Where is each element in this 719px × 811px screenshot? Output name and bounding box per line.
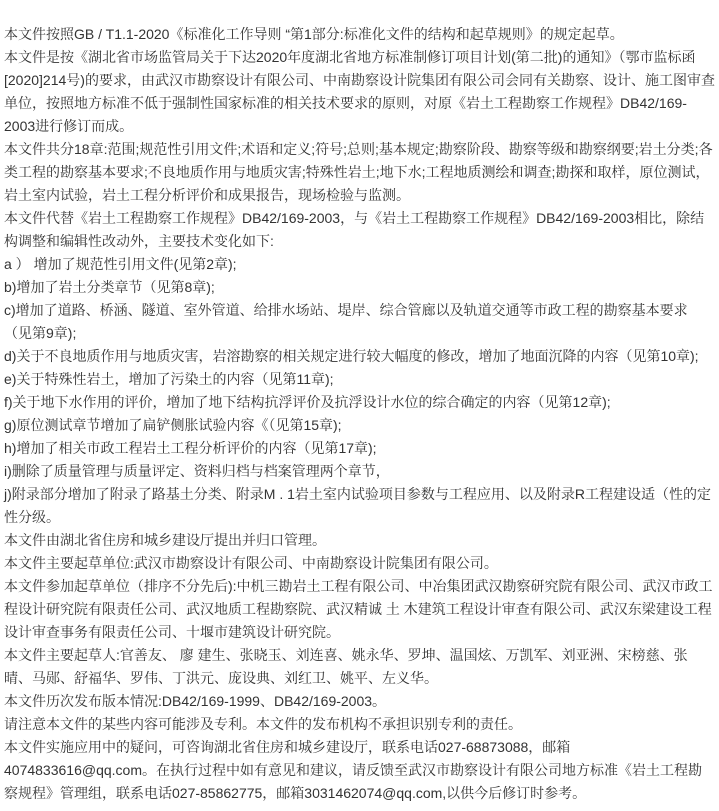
para-standard-drafting-basis: 本文件按照GB / T1.1-2020《标准化工作导则 “第1部分:标准化文件的结构和起草规则》的规定起草。	[4, 26, 624, 42]
para-version-history: 本文件历次发布版本情况:DB42/169-1999、DB42/169-2003。	[4, 693, 387, 709]
para-revision-basis: 本文件是按《湖北省市场监管局关于下达2020年度湖北省地方标准制修订项目计划(第二批)的通知》（鄂市监标函[2020]214号)的要求，由武汉市勘察设计有限公司、中南勘察设计院集团有限公司会同有关勘察、设计、施工图审查单位，按照地方标准不低于强制性国家标准的相关技术要求的原则，对原《岩土工程勘察工作规程》DB42/169-2003进行修订而成。	[4, 49, 715, 134]
change-item-i: i)删除了质量管理与质量评定、资料归档与档案管理两个章节，	[4, 463, 390, 479]
para-contact-info: 本文件实施应用中的疑问，可咨询湖北省住房和城乡建设厅，联系电话027-68873088，邮箱4074833616@qq.com。在执行过程中如有意见和建议，请反馈至武汉市勘察设计有限公司地方标准《岩土工程勘察规程》管理组，联系电话027-85862775，邮箱3031462074@qq.com,以供今后修订时参考。	[4, 739, 702, 801]
para-participating-units: 本文件参加起草单位（排序不分先后):中机三勘岩土工程有限公司、中冶集团武汉勘察研究院有限公司、武汉市政工程设计研究院有限责任公司、武汉地质工程勘察院、武汉精诚 土 木建筑工程设计审查有限公司、武汉东梁建设工程设计审查事务有限责任公司、十堰市建筑设计研究院。	[4, 578, 713, 640]
para-patent-notice: 请注意本文件的某些内容可能涉及专利。本文件的发布机构不承担识别专利的责任。	[4, 716, 522, 732]
change-item-d: d)关于不良地质作用与地质灾害，岩溶勘察的相关规定进行较大幅度的修改，增加了地面沉降的内容（见第10章);	[4, 348, 699, 364]
change-item-a: a ） 增加了规范性引用文件(见第2章);	[4, 256, 237, 272]
change-item-e: e)关于特殊性岩土，增加了污染土的内容（见第11章);	[4, 371, 334, 387]
para-main-drafting-units: 本文件主要起草单位:武汉市勘察设计有限公司、中南勘察设计院集团有限公司。	[4, 555, 498, 571]
change-item-h: h)增加了相关市政工程岩土工程分析评价的内容（见第17章);	[4, 440, 377, 456]
change-item-b: b)增加了岩土分类章节（见第8章);	[4, 279, 215, 295]
para-proposal-and-management: 本文件由湖北省住房和城乡建设厅提出并归口管理。	[4, 532, 326, 548]
change-item-c: c)增加了道路、桥涵、隧道、室外管道、给排水场站、堤岸、综合管廊以及轨道交通等市政工程的勘察基本要求（见第9章);	[4, 302, 688, 341]
change-item-g: g)原位测试章节增加了扁铲侧胀试验内容《（见第15章);	[4, 417, 342, 433]
change-item-f: f)关于地下水作用的评价，增加了地下结构抗浮评价及抗浮设计水位的综合确定的内容（见第12章);	[4, 394, 611, 410]
para-main-drafters: 本文件主要起草人:官善友、 廖 建生、张晓玉、刘连喜、姚永华、罗坤、温国炫、万凯军、刘亚洲、宋榜慈、张晴、马郧、舒福华、罗伟、丁洪元、庞设典、刘红卫、姚平、左义华。	[4, 647, 688, 686]
para-chapter-structure: 本文件共分18章:范围;规范性引用文件;术语和定义;符号;总则;基本规定;勘察阶段、勘察等级和勘察纲要;岩土分类;各类工程的勘察基本要求;不良地质作用与地质灾害;特殊性岩土;地下水;工程地质测绘和调查;勘探和取样，原位测试，岩土室内试验，岩土工程分析评价和成果报告，现场检验与监测。	[4, 141, 713, 203]
para-replaces-previous-edition: 本文件代替《岩土工程勘察工作规程》DB42/169-2003，与《岩土工程勘察工作规程》DB42/169-2003相比，除结构调整和编辑性改动外，主要技术变化如下:	[4, 210, 705, 249]
change-item-j: j)附录部分增加了附录了路基土分类、附录M . 1岩土室内试验项目参数与工程应用、以及附录R工程建设适（性的定性分级。	[4, 486, 711, 525]
